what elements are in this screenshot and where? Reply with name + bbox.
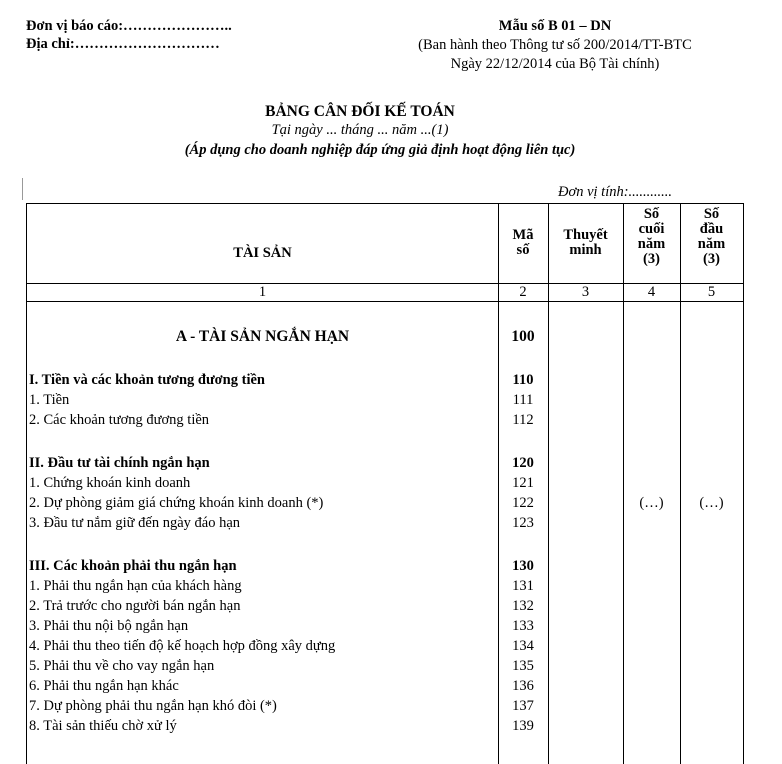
address-label: Địa chỉ:………………………… <box>26 36 220 52</box>
row-code: 137 <box>512 698 534 714</box>
row-code: 134 <box>512 638 534 654</box>
section-a-label: A - TÀI SẢN NGẮN HẠN <box>175 328 350 345</box>
table-row <box>27 676 743 696</box>
table-row <box>27 616 743 636</box>
table-row <box>27 576 743 596</box>
row-code: 110 <box>512 372 534 388</box>
table-row <box>27 370 743 390</box>
table-row <box>27 453 743 473</box>
row-label: 7. Dự phòng phải thu ngắn hạn khó đòi (*) <box>29 698 277 714</box>
header-end-year <box>623 207 680 267</box>
row-code: 122 <box>512 495 534 511</box>
header-begin-line1: Số <box>703 206 720 222</box>
col-number-3: 3 <box>581 284 590 300</box>
header-code <box>498 228 548 258</box>
row-label: 4. Phải thu theo tiến độ kế hoạch hợp đồng xây dựng <box>29 638 336 654</box>
col-number-5: 5 <box>707 284 716 300</box>
row-code: 135 <box>512 658 534 674</box>
header-note-line1: Thuyết <box>563 227 608 243</box>
row-label: 6. Phải thu ngắn hạn khác <box>29 678 179 694</box>
row-code: 133 <box>512 618 534 634</box>
header-end-line2: cuối <box>638 221 665 237</box>
row-code: 111 <box>512 392 534 408</box>
margin-marker <box>22 178 27 200</box>
form-number: Mẫu số B 01 – DN <box>498 18 612 34</box>
table-row <box>27 473 743 493</box>
row-begin-year-value: (…) <box>699 495 724 511</box>
table-row <box>27 410 743 430</box>
table-row <box>27 390 743 410</box>
row-label: 3. Phải thu nội bộ ngắn hạn <box>29 618 189 634</box>
row-code: 121 <box>512 475 534 491</box>
header-note <box>548 228 623 258</box>
row-label: 3. Đầu tư nắm giữ đến ngày đáo hạn <box>29 515 241 531</box>
col-number-2: 2 <box>519 284 527 300</box>
table-row <box>27 556 743 576</box>
row-label: 2. Trả trước cho người bán ngắn hạn <box>29 598 241 614</box>
row-label: 1. Phải thu ngắn hạn của khách hàng <box>29 578 242 594</box>
row-label: 1. Chứng khoán kinh doanh <box>29 475 191 491</box>
section-a-code: 100 <box>511 328 535 345</box>
section-a-row <box>27 327 743 347</box>
table-row <box>27 596 743 616</box>
table-row <box>27 716 743 736</box>
row-code: 112 <box>512 412 534 428</box>
header-begin-line4: (3) <box>703 251 720 267</box>
header-begin-line2: đầu <box>699 221 724 237</box>
scope-line: (Áp dụng cho doanh nghiệp đáp ứng giả định hoạt động liên tục) <box>184 142 576 158</box>
row-code: 139 <box>512 718 534 734</box>
row-code: 120 <box>512 455 534 471</box>
colnum-divider <box>27 301 743 302</box>
row-code: 130 <box>512 558 534 574</box>
row-code: 132 <box>512 598 534 614</box>
header-end-line1: Số <box>643 206 660 222</box>
document-title: BẢNG CÂN ĐỐI KẾ TOÁN <box>265 103 455 120</box>
row-end-year-value: (…) <box>639 495 664 511</box>
row-label: 5. Phải thu về cho vay ngắn hạn <box>29 658 215 674</box>
balance-sheet-table <box>26 203 744 764</box>
row-label: III. Các khoản phải thu ngắn hạn <box>29 558 237 574</box>
row-label: I. Tiền và các khoản tương đương tiền <box>29 372 265 388</box>
reporting-unit-label: Đơn vị báo cáo:………………….. <box>26 18 232 34</box>
header-begin-line3: năm <box>697 236 726 252</box>
row-code: 136 <box>512 678 534 694</box>
table-row <box>27 493 743 513</box>
table-row <box>27 656 743 676</box>
row-label: 1. Tiền <box>29 392 70 408</box>
col-number-4: 4 <box>647 284 656 300</box>
header-asset: TÀI SẢN <box>233 245 292 261</box>
header-divider <box>27 283 743 284</box>
issued-by-line2: Ngày 22/12/2014 của Bộ Tài chính) <box>450 56 660 72</box>
issued-by-line1: (Ban hành theo Thông tư số 200/2014/TT-BTC <box>418 37 692 53</box>
row-code: 131 <box>512 578 534 594</box>
table-row <box>27 696 743 716</box>
row-label: 2. Dự phòng giảm giá chứng khoán kinh doanh (*) <box>29 495 324 511</box>
table-row <box>27 513 743 533</box>
header-end-line4: (3) <box>643 251 660 267</box>
header-end-line3: năm <box>637 236 666 252</box>
row-label: II. Đầu tư tài chính ngắn hạn <box>29 455 210 471</box>
row-label: 8. Tài sản thiếu chờ xử lý <box>29 718 177 734</box>
col-number-1: 1 <box>258 284 267 300</box>
row-code: 123 <box>512 515 534 531</box>
header-begin-year <box>680 207 743 267</box>
header-code-line2: số <box>516 242 530 258</box>
row-label: 2. Các khoản tương đương tiền <box>29 412 210 428</box>
header-code-line1: Mã <box>512 227 534 243</box>
currency-unit-note: Đơn vị tính:............ <box>558 184 673 200</box>
date-line: Tại ngày ... tháng ... năm ...(1) <box>271 122 449 138</box>
table-row <box>27 636 743 656</box>
header-note-line2: minh <box>569 242 602 258</box>
